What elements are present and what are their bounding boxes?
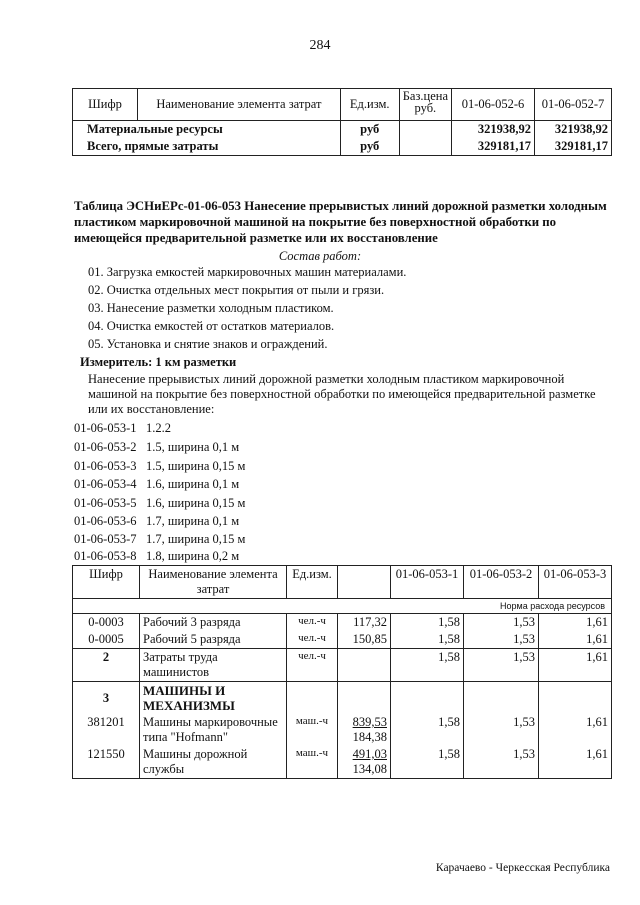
- table-row: 3 МАШИНЫ И МЕХАНИЗМЫ: [73, 682, 612, 715]
- header-cell: [338, 566, 391, 599]
- code-item: 01-06-053-5 1.6, ширина 0,15 м: [74, 496, 246, 510]
- header-cell: Ед.изм.: [340, 89, 399, 121]
- header-cell: 01-06-052-7: [535, 89, 612, 121]
- work-item: 03. Нанесение разметки холодным пластиком.: [88, 301, 334, 315]
- summary-table: [72, 88, 612, 156]
- table-row: [73, 121, 612, 139]
- row-value: 329181,17: [452, 138, 535, 156]
- row-name: Всего, прямые затраты: [73, 138, 341, 156]
- header-cell: Баз.цена руб.: [399, 89, 451, 121]
- work-item: 05. Установка и снятие знаков и ограждений.: [88, 337, 328, 351]
- row-value: 321938,92: [535, 121, 612, 139]
- header-cell: 01-06-053-2: [464, 566, 539, 599]
- table-row: 0-0003 Рабочий 3 разряда чел.-ч 117,32 1,58 1,53 1,61: [73, 614, 612, 632]
- code-item: 01-06-053-6 1.7, ширина 0,1 м: [74, 514, 240, 528]
- table-row: [73, 138, 612, 156]
- header-cell: Шифр: [73, 566, 140, 599]
- norm-label: Норма расхода ресурсов: [73, 599, 612, 614]
- header-cell: 01-06-053-1: [391, 566, 464, 599]
- meter: Измеритель: 1 км разметки: [80, 355, 237, 369]
- header-cell: 01-06-052-6: [452, 89, 535, 121]
- table-row: 2 Затраты труда машинистов чел.-ч 1,58 1,53 1,61: [73, 649, 612, 682]
- table-row: 381201 Машины маркировочные типа "Hofmann" маш.-ч 839,53 184,38 1,58 1,53 1,61: [73, 714, 612, 746]
- code-item: 01-06-053-7 1.7, ширина 0,15 м: [74, 532, 246, 546]
- row-value: 321938,92: [452, 121, 535, 139]
- work-item: 01. Загрузка емкостей маркировочных машин материалами.: [88, 265, 407, 279]
- row-unit: руб: [340, 121, 399, 139]
- description: Нанесение прерывистых линий дорожной разметки холодным пластиком маркировочной машиной на покрытие без поверхностной обработки по имеющейся предварительной разметке или их восстановление:: [88, 372, 596, 416]
- header-cell: Ед.изм.: [287, 566, 338, 599]
- header-cell: Наименование элемента затрат: [138, 89, 341, 121]
- code-item: 01-06-053-8 1.8, ширина 0,2 м: [74, 549, 240, 563]
- code-item: 01-06-053-4 1.6, ширина 0,1 м: [74, 477, 240, 491]
- row-value: 329181,17: [535, 138, 612, 156]
- table-row: 0-0005 Рабочий 5 разряда чел.-ч 150,85 1,58 1,53 1,61: [73, 631, 612, 649]
- row-name: Материальные ресурсы: [73, 121, 341, 139]
- work-item: 02. Очистка отдельных мест покрытия от пыли и грязи.: [88, 283, 385, 297]
- footer: Карачаево - Черкесская Республика: [435, 862, 610, 874]
- header-cell: 01-06-053-3: [539, 566, 612, 599]
- code-item: 01-06-053-1 1.2.2: [74, 421, 171, 435]
- row-unit: руб: [340, 138, 399, 156]
- header-cell: Наименование элемента затрат: [140, 566, 287, 599]
- work-title: Состав работ:: [278, 249, 362, 263]
- code-item: 01-06-053-2 1.5, ширина 0,1 м: [74, 440, 240, 454]
- table-heading: Таблица ЭСНиЕРс-01-06-053 Нанесение прерывистых линий дорожной разметки холодным пластиком маркировочной машиной на покрытие без поверхностной обработки по имеющейся предварительной разметке или их восстановление: [74, 199, 607, 245]
- table-row: 121550 Машины дорожной службы маш.-ч 491,03 134,08 1,58 1,53 1,61: [73, 746, 612, 779]
- code-item: 01-06-053-3 1.5, ширина 0,15 м: [74, 459, 246, 473]
- page-number: 284: [309, 38, 331, 53]
- work-item: 04. Очистка емкостей от остатков материалов.: [88, 319, 335, 333]
- header-cell: Шифр: [73, 89, 138, 121]
- resource-table: [72, 565, 612, 779]
